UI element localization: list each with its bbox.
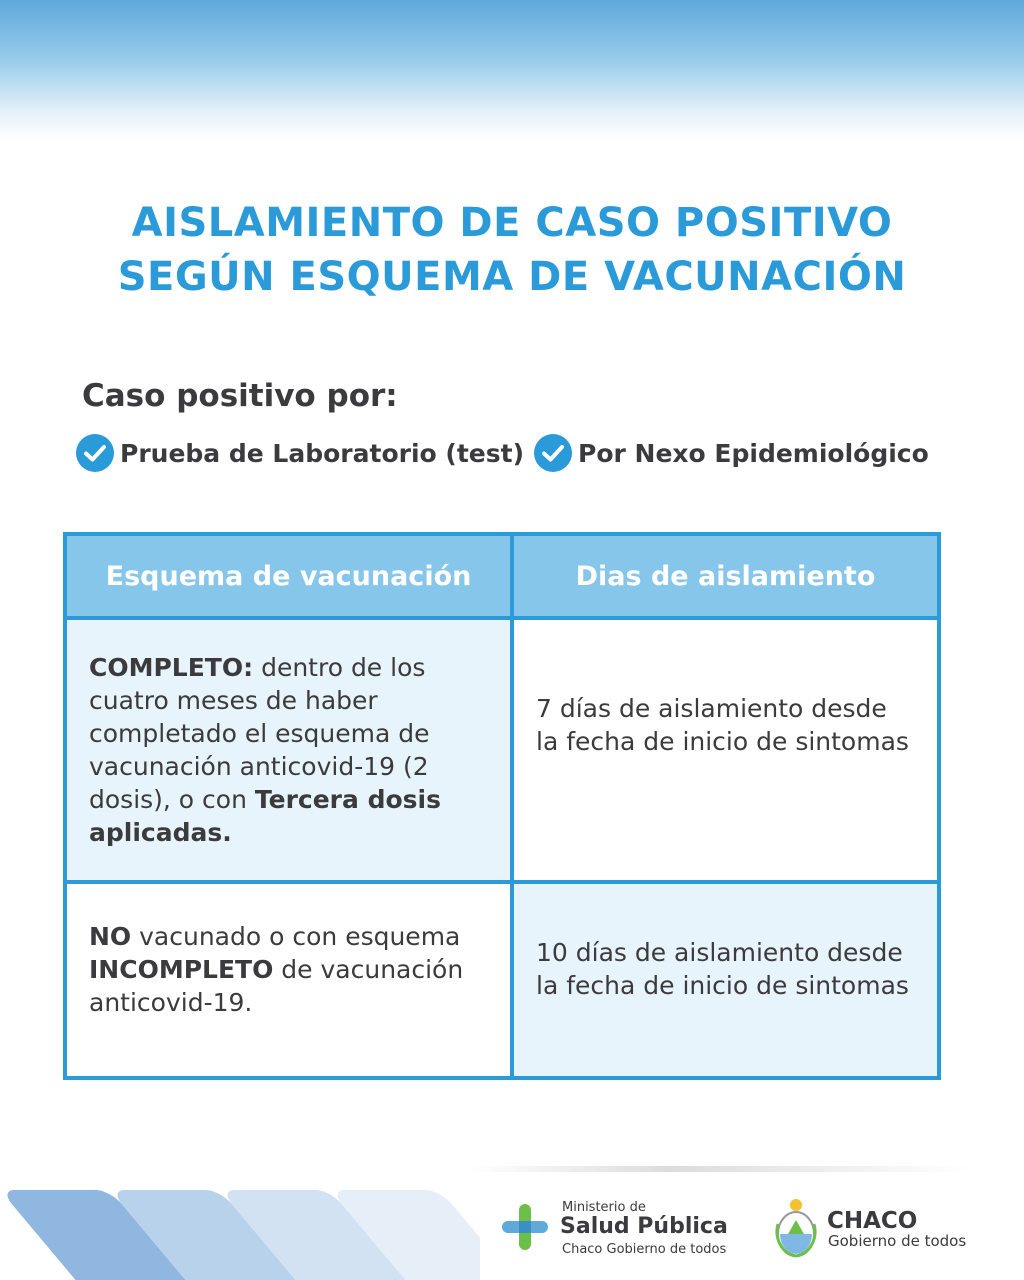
top-gradient-band bbox=[0, 0, 1024, 140]
option-nexo bbox=[534, 433, 929, 473]
option-laboratorio bbox=[76, 433, 524, 473]
footer-divider bbox=[470, 1166, 970, 1172]
row2-days: 10 días de aislamiento desde la fecha de inicio de sintomas bbox=[536, 938, 909, 1000]
isolation-table bbox=[63, 532, 941, 1080]
ministerio-small: Ministerio de bbox=[562, 1200, 646, 1215]
row2-bold-incompleto: INCOMPLETO bbox=[89, 954, 274, 984]
header-esquema: Esquema de vacunación bbox=[67, 536, 510, 616]
health-cross-icon bbox=[502, 1204, 548, 1250]
title-line-2: SEGÚN ESQUEMA DE VACUNACIÓN bbox=[117, 254, 907, 300]
check-circle-icon bbox=[76, 434, 114, 472]
page-title bbox=[0, 196, 1024, 304]
row1-scheme-text bbox=[89, 651, 488, 849]
chaco-shield-icon bbox=[774, 1198, 818, 1260]
ministerio-tag: Chaco Gobierno de todos bbox=[562, 1242, 727, 1257]
ministerio-salud-logo bbox=[502, 1200, 752, 1260]
title-line-1: AISLAMIENTO DE CASO POSITIVO bbox=[131, 200, 893, 246]
ministerio-big: Salud Pública bbox=[560, 1214, 728, 1239]
row1-days: 7 días de aislamiento desde la fecha de inicio de sintomas bbox=[536, 694, 909, 756]
option-label: Por Nexo Epidemiológico bbox=[578, 438, 929, 468]
option-label: Prueba de Laboratorio (test) bbox=[120, 438, 524, 468]
row2-text2: de vacunación anticovid-19. bbox=[89, 954, 464, 1017]
row2-days-cell bbox=[514, 884, 937, 1076]
chaco-tag: Gobierno de todos bbox=[828, 1232, 967, 1250]
chaco-title: CHACO bbox=[827, 1208, 918, 1234]
row2-bold-no: NO bbox=[89, 921, 132, 951]
intro-label: Caso positivo por: bbox=[82, 378, 398, 414]
row2-text1: vacunado o con esquema bbox=[131, 921, 461, 951]
row1-scheme-cell bbox=[67, 620, 510, 880]
chaco-logo bbox=[774, 1198, 994, 1264]
row1-days-cell bbox=[514, 620, 937, 880]
header-dias: Dias de aislamiento bbox=[514, 536, 937, 616]
decorative-stripes bbox=[0, 1190, 480, 1280]
row2-scheme-cell bbox=[67, 884, 510, 1076]
row1-bold-completo: COMPLETO: bbox=[89, 653, 254, 682]
row1-text: dentro de los cuatro meses de haber completado el esquema de vacunación anticovid-19 (2 dosis), o con bbox=[89, 653, 430, 814]
row1-bold-tercera: Tercera dosis aplicadas. bbox=[89, 785, 441, 847]
row2-scheme-text bbox=[89, 920, 488, 1019]
check-circle-icon bbox=[534, 434, 572, 472]
